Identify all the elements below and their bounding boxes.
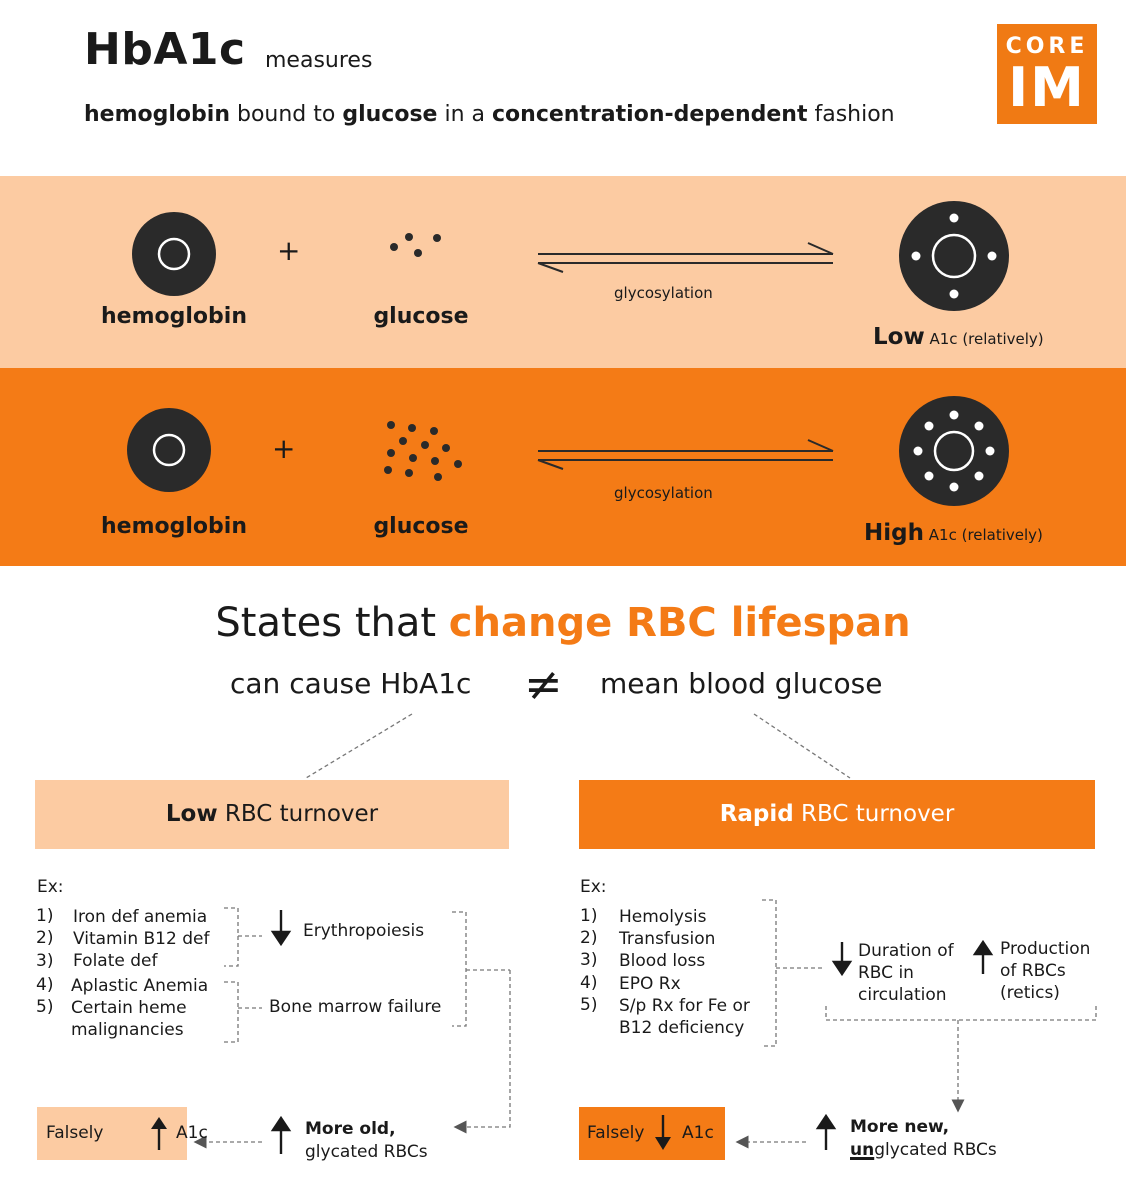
low-turnover-strong: Low <box>165 801 218 827</box>
rapid-item-num: 3) <box>580 950 598 970</box>
low-item-num: 4) <box>36 975 54 995</box>
rapid-item-num: 5) <box>580 995 598 1015</box>
low-ex-label: Ex: <box>37 877 64 897</box>
plus-sign-high: + <box>272 432 296 465</box>
rapid-turnover-header <box>579 780 1095 849</box>
page-title: HbA1c <box>84 24 246 75</box>
low-a1c-rest: A1c (relatively) <box>929 330 1044 348</box>
rapid-item-text: EPO Rx <box>619 974 681 994</box>
low-item-text: Folate def <box>73 951 158 971</box>
low-item-num: 3) <box>36 951 54 971</box>
subtitle-hemoglobin: hemoglobin <box>84 102 230 127</box>
subtitle-in-a: in a <box>444 102 485 127</box>
glycosylation-label-low: glycosylation <box>614 284 713 302</box>
glucose-label-low: glucose <box>373 304 469 329</box>
low-item-text: Aplastic Anemia <box>71 976 209 996</box>
low-word: Low <box>873 324 925 350</box>
rapid-turnover-rest: RBC turnover <box>801 801 955 827</box>
unglycated-rbcs-text: glycated RBCs <box>874 1140 997 1160</box>
unglycated-line <box>850 1139 997 1162</box>
low-item-num: 5) <box>36 997 54 1017</box>
plus-sign-low: + <box>277 234 301 267</box>
low-turnover-rest: RBC turnover <box>224 801 379 827</box>
rapid-item-num: 2) <box>580 928 598 948</box>
low-turnover-header <box>35 780 509 849</box>
hemoglobin-label-low: hemoglobin <box>101 304 247 329</box>
a1c-text: A1c <box>682 1123 714 1143</box>
low-consequence <box>305 1118 428 1164</box>
bone-marrow-failure-label: Bone marrow failure <box>269 997 442 1017</box>
low-item-text: Vitamin B12 def <box>73 929 210 949</box>
rapid-item-text: Hemolysis <box>619 907 707 927</box>
rapid-item-num: 4) <box>580 973 598 993</box>
production-of-rbcs-label <box>1000 938 1090 1004</box>
can-cause-text: can cause HbA1c <box>230 667 472 700</box>
rapid-item-num: 1) <box>580 906 598 926</box>
low-item-num: 2) <box>36 928 54 948</box>
falsely-low-a1c-box <box>579 1107 725 1160</box>
states-prefix: States that <box>215 600 437 646</box>
logo-im-text: IM <box>1008 56 1086 119</box>
rapid-ex-label: Ex: <box>580 877 607 897</box>
low-item-num: 1) <box>36 906 54 926</box>
rapid-item-text: Transfusion <box>619 929 716 949</box>
high-word: High <box>864 520 924 546</box>
logo-core-text: CORE <box>1005 34 1089 59</box>
duration-line-1: Duration of <box>858 941 954 961</box>
states-highlight: change RBC lifespan <box>448 600 911 646</box>
low-item-text: Certain heme <box>71 998 187 1018</box>
production-line-1: Production <box>1000 939 1091 959</box>
rapid-item-text: S/p Rx for Fe or <box>619 996 750 1016</box>
down-arrow-icon <box>653 1115 673 1151</box>
rapid-item-text: B12 deficiency <box>619 1018 745 1038</box>
duration-line-3: circulation <box>858 985 947 1005</box>
hemoglobin-label-high: hemoglobin <box>101 514 247 539</box>
more-old-text: More old, <box>305 1119 396 1139</box>
mean-blood-glucose-text: mean blood glucose <box>600 667 883 700</box>
title-suffix: measures <box>265 48 373 73</box>
glycosylation-label-high: glycosylation <box>614 484 713 502</box>
production-line-2: of RBCs <box>1000 961 1066 981</box>
un-prefix: un <box>850 1140 875 1160</box>
low-item-text: Iron def anemia <box>73 907 208 927</box>
subtitle-bound-to: bound to <box>236 102 336 127</box>
more-new-text: More new, <box>850 1117 950 1137</box>
falsely-high-a1c-box <box>37 1107 208 1160</box>
subtitle-concentration: concentration-dependent <box>492 102 808 127</box>
high-a1c-rest: A1c (relatively) <box>928 526 1043 544</box>
falsely-text: Falsely <box>587 1123 645 1143</box>
production-line-3: (retics) <box>1000 983 1060 1003</box>
falsely-text: Falsely <box>46 1123 104 1143</box>
rapid-turnover-strong: Rapid <box>719 801 794 827</box>
glycated-rbcs-text: glycated RBCs <box>305 1142 428 1162</box>
up-arrow-icon <box>149 1117 169 1151</box>
duration-of-rbc-label <box>858 940 954 1006</box>
subtitle-fashion: fashion <box>814 102 895 127</box>
a1c-text: A1c <box>176 1123 208 1143</box>
rapid-item-text: Blood loss <box>619 951 706 971</box>
erythropoiesis-label: Erythropoiesis <box>303 921 425 941</box>
duration-line-2: RBC in <box>858 963 914 983</box>
rapid-consequence <box>850 1116 997 1162</box>
subtitle-glucose: glucose <box>342 102 438 127</box>
glucose-label-high: glucose <box>373 514 469 539</box>
not-equal-sign: ≠ <box>524 657 563 711</box>
low-item-text: malignancies <box>71 1020 184 1040</box>
